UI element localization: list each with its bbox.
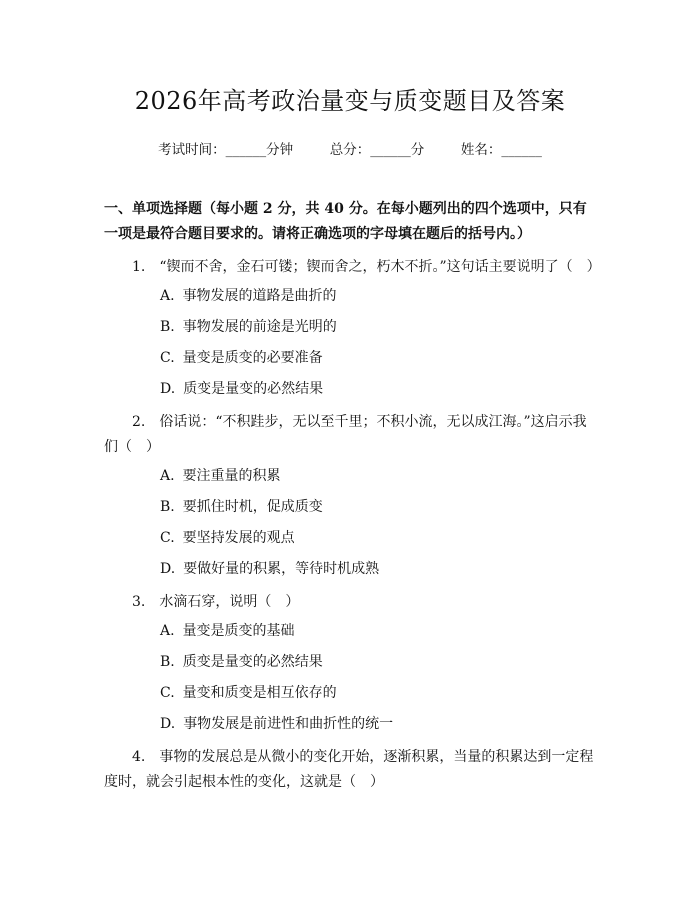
time-blank: ______ [225,142,267,158]
option-list [104,621,596,734]
question-stem [104,255,601,280]
name-blank: ______ [501,142,542,158]
option-b [160,652,596,672]
option-letter: A. [160,288,175,304]
name-label: 姓名： [460,142,502,158]
option-letter: D. [160,381,176,397]
score-label: 总分： [329,142,371,158]
question-3 [104,590,596,734]
option-letter: B. [160,319,175,335]
score-unit: 分 [410,142,425,158]
question-stem [104,745,596,795]
question-stem [104,590,596,615]
time-label: 考试时间： [158,142,226,158]
option-text: 事物发展是前进性和曲折性的统一 [183,716,394,732]
question-text: 俗话说：“不积跬步，无以至千里；不积小流，无以成江海。”这启示我们（ ） [104,414,587,455]
option-d [160,559,596,579]
exam-meta [104,140,596,160]
option-c [160,348,596,368]
option-list [104,466,596,579]
question-number: 4. [132,749,146,765]
question-stem [104,410,596,460]
option-letter: A. [160,623,175,639]
option-d [160,379,596,399]
option-text: 量变是质变的必要准备 [182,350,323,366]
question-text: 事物的发展总是从微小的变化开始，逐渐积累，当量的积累达到一定程度时，就会引起根本性的变化，这就是（ ） [104,749,594,790]
score-blank: ______ [370,142,411,158]
option-text: 要注重量的积累 [182,468,281,484]
question-text: “锲而不舍，金石可镂；锲而舍之，朽木不折。”这句话主要说明了（ ） [159,259,601,275]
option-text: 质变是量变的必然结果 [183,381,324,397]
option-text: 要做好量的积累，等待时机成熟 [183,561,380,577]
option-c [160,683,596,703]
time-unit: 分钟 [266,142,294,158]
question-4 [104,745,596,795]
option-letter: B. [160,499,175,515]
option-list [104,286,596,399]
option-letter: C. [160,350,175,366]
option-a [160,286,596,306]
option-letter: A. [160,468,175,484]
option-text: 要坚持发展的观点 [182,530,295,546]
question-number: 1. [132,259,146,275]
option-a [160,621,596,641]
option-letter: C. [160,685,175,701]
option-text: 事物发展的道路是曲折的 [182,288,337,304]
question-number: 2. [132,414,146,430]
option-text: 量变是质变的基础 [182,623,295,639]
option-d [160,714,596,734]
question-2 [104,410,596,579]
option-text: 质变是量变的必然结果 [182,654,323,670]
option-b [160,317,596,337]
option-c [160,528,596,548]
option-text: 事物发展的前途是光明的 [182,319,337,335]
page-title: 2026年高考政治量变与质变题目及答案 [134,87,566,115]
option-letter: B. [160,654,175,670]
section-heading: 一、单项选择题（每小题 2 分，共 40 分。在每小题列出的四个选项中，只有一项是最符合题目要求的。请将正确选项的字母填在题后的括号内。） [104,201,587,242]
option-text: 要抓住时机，促成质变 [182,499,323,515]
question-text: 水滴石穿，说明（ ） [159,594,300,610]
question-number: 3. [132,594,146,610]
option-letter: D. [160,561,176,577]
option-text: 量变和质变是相互依存的 [182,685,337,701]
option-b [160,497,596,517]
option-letter: D. [160,716,176,732]
option-letter: C. [160,530,175,546]
option-a [160,466,596,486]
question-1 [104,255,601,399]
